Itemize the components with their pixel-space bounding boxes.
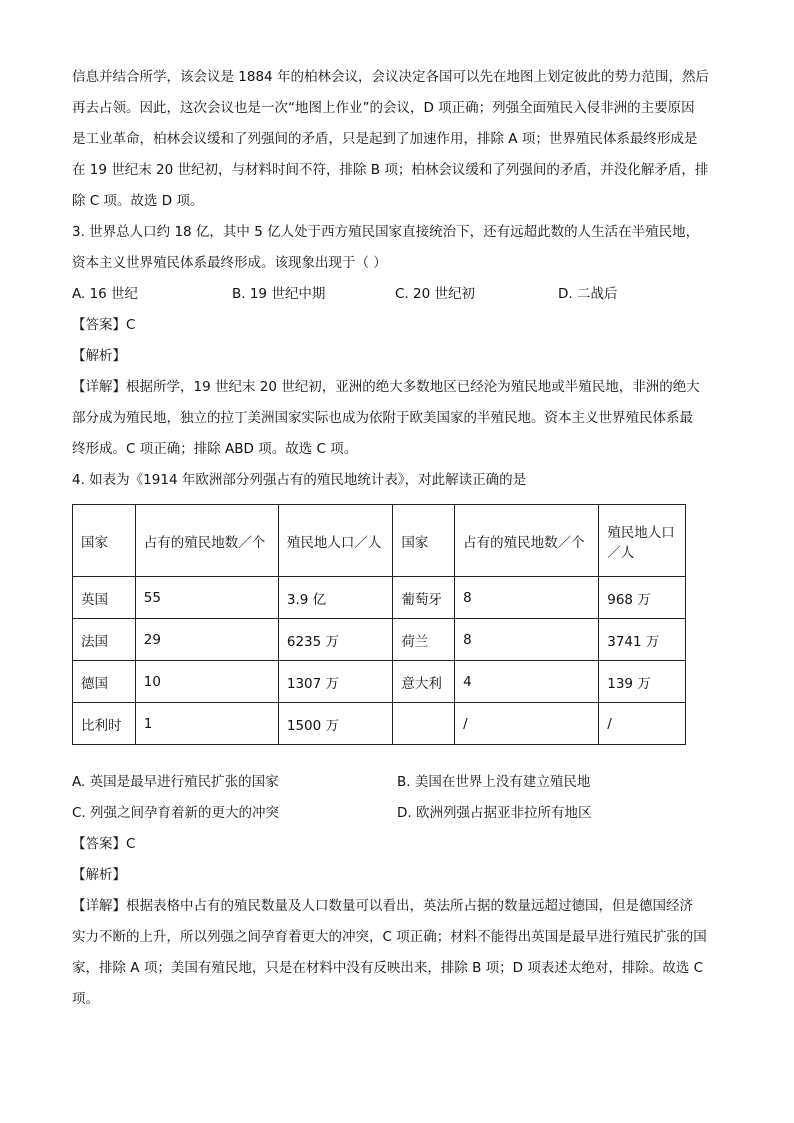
table-cell: 55 (135, 577, 278, 619)
detail-line: 家，排除 A 项；美国有殖民地，只是在材料中没有反映出来，排除 B 项；D 项表述太绝对，排除。故选 C (72, 960, 704, 976)
option-b: B. 19 世纪中期 (232, 286, 326, 302)
table-cell: 4 (455, 661, 599, 703)
table-row (73, 661, 686, 703)
table-row (73, 577, 686, 619)
detail-line: 实力不断的上升，所以列强之间孕育着更大的冲突，C 项正确；材料不能得出英国是最早进行殖民扩张的国 (72, 929, 707, 945)
text-line: 再去占领。因此，这次会议也是一次“地图上作业”的会议，D 项正确；列强全面殖民入侵非洲的主要原因 (72, 100, 695, 116)
option-d: D. 欧洲列强占据亚非拉所有地区 (397, 805, 592, 821)
analysis-label: 【解析】 (72, 348, 126, 364)
detail-line: 【详解】根据表格中占有的殖民数量及人口数量可以看出，英法所占据的数量远超过德国，但是德国经济 (72, 898, 693, 914)
answer-options-row (72, 767, 722, 798)
table-cell: 8 (455, 619, 599, 661)
table-cell: / (455, 703, 599, 745)
header-cell: 占有的殖民地数／个 (455, 505, 599, 577)
text-line: 信息并结合所学，该会议是 1884 年的柏林会议，会议决定各国可以先在地图上划定彼此的势力范围，然后 (72, 69, 709, 85)
table-cell: 10 (135, 661, 278, 703)
table-cell: 6235 万 (278, 619, 393, 661)
table-cell: 8 (455, 577, 599, 619)
answer-options (72, 279, 722, 310)
colony-statistics-table (72, 504, 686, 745)
table-cell: 968 万 (599, 577, 686, 619)
table-cell: 法国 (73, 619, 136, 661)
table-cell: 29 (135, 619, 278, 661)
table-row (73, 619, 686, 661)
table-cell: / (599, 703, 686, 745)
q2-explanation-paragraph (72, 62, 722, 217)
detail-line: 终形成。C 项正确；排除 ABD 项。故选 C 项。 (72, 441, 358, 457)
question-3 (72, 217, 722, 465)
option-c: C. 列强之间孕育着新的更大的冲突 (72, 805, 280, 821)
header-cell: 国家 (73, 505, 136, 577)
answer-label: 【答案】C (72, 836, 136, 852)
analysis-label: 【解析】 (72, 867, 126, 883)
text-line: 除 C 项。故选 D 项。 (72, 193, 204, 209)
answer-label: 【答案】C (72, 317, 136, 333)
header-cell: 殖民地人口／人 (278, 505, 393, 577)
header-cell: 国家 (393, 505, 455, 577)
question-stem-line: 4. 如表为《1914 年欧洲部分列强占有的殖民地统计表》，对此解读正确的是 (72, 472, 527, 488)
table-cell: 1307 万 (278, 661, 393, 703)
table-cell: 葡萄牙 (393, 577, 455, 619)
table-header-row (73, 505, 686, 577)
question-stem-line: 3. 世界总人口约 18 亿，其中 5 亿人处于西方殖民国家直接统治下，还有远超此数的人生活在半殖民地， (72, 224, 700, 240)
text-line: 是工业革命，柏林会议缓和了列强间的矛盾，只是起到了加速作用，排除 A 项；世界殖民体系最终形成是 (72, 131, 698, 147)
option-c: C. 20 世纪初 (395, 286, 475, 302)
option-a: A. 英国是最早进行殖民扩张的国家 (72, 774, 279, 790)
table-cell: 1500 万 (278, 703, 393, 745)
option-a: A. 16 世纪 (72, 286, 139, 302)
question-4 (72, 465, 722, 1015)
table-cell: 3741 万 (599, 619, 686, 661)
detail-line: 项。 (72, 991, 99, 1007)
header-cell: 占有的殖民地数／个 (135, 505, 278, 577)
detail-line: 部分成为殖民地，独立的拉丁美洲国家实际也成为依附于欧美国家的半殖民地。资本主义世界殖民体系最 (72, 410, 693, 426)
table-cell: 比利时 (73, 703, 136, 745)
table-cell (393, 703, 455, 745)
table-cell: 英国 (73, 577, 136, 619)
option-d: D. 二战后 (558, 286, 618, 302)
header-cell: 殖民地人口／人 (599, 505, 686, 577)
answer-options-row (72, 798, 722, 829)
document-page (72, 62, 722, 1015)
table-cell: 139 万 (599, 661, 686, 703)
detail-line: 【详解】根据所学，19 世纪末 20 世纪初，亚洲的绝大多数地区已经沦为殖民地或半殖民地，非洲的绝大 (72, 379, 700, 395)
text-line: 在 19 世纪末 20 世纪初，与材料时间不符，排除 B 项；柏林会议缓和了列强间的矛盾，并没化解矛盾，排 (72, 162, 709, 178)
table-cell: 1 (135, 703, 278, 745)
table-cell: 3.9 亿 (278, 577, 393, 619)
question-stem-line: 资本主义世界殖民体系最终形成。该现象出现于（ ） (72, 255, 387, 271)
table-cell: 德国 (73, 661, 136, 703)
option-b: B. 美国在世界上没有建立殖民地 (397, 774, 591, 790)
table-cell: 荷兰 (393, 619, 455, 661)
table-row (73, 703, 686, 745)
table-cell: 意大利 (393, 661, 455, 703)
